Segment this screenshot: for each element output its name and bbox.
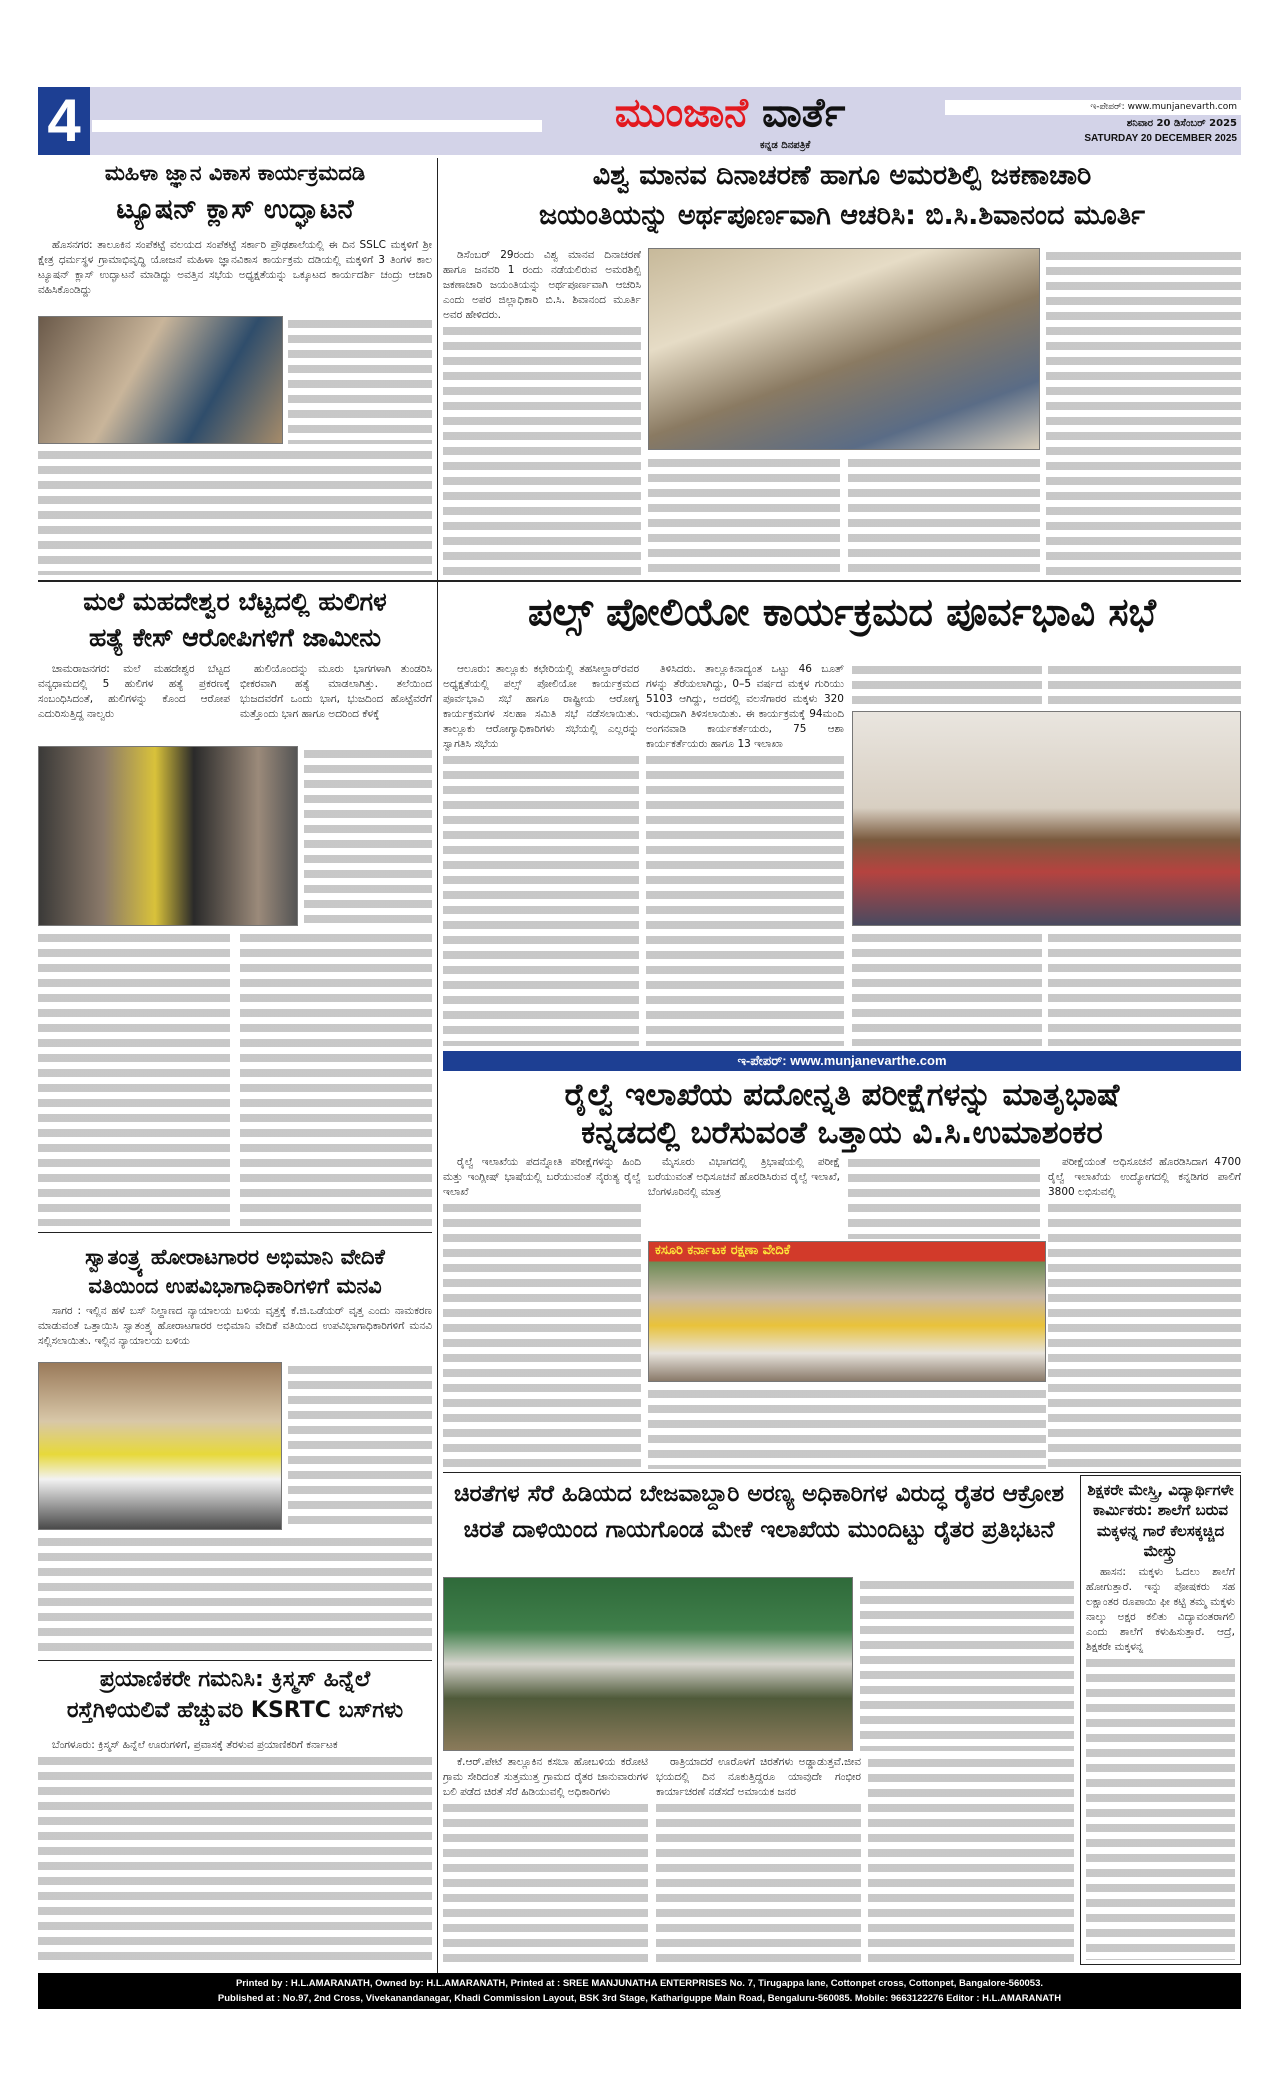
leopard-col3: [868, 1755, 1074, 1964]
section-divider-2: [443, 1472, 1241, 1473]
humanrights-col3: [848, 455, 1040, 575]
date-kannada: ಶನಿವಾರ 20 ಡಿಸೆಂಬರ್ 2025: [1126, 118, 1237, 129]
tigers-col2-top: [240, 662, 432, 742]
humanrights-col4: [1046, 248, 1241, 576]
meeting-photo: [648, 248, 1040, 450]
column-divider: [437, 158, 438, 1973]
masthead-stripe: [92, 120, 542, 132]
freedom-headline-1: ಸ್ವಾತಂತ್ರ್ಯ ಹೋರಾಟಗಾರರ ಅಭಿಮಾನಿ ವೇದಿಕೆ: [85, 1245, 385, 1269]
railway-headline-2: ಕನ್ನಡದಲ್ಲಿ ಬರೆಸುವಂತೆ ಒತ್ತಾಯ ವಿ.ಸಿ.ಉಮಾಶಂಕರ: [581, 1115, 1103, 1151]
logo-part1: ಮುಂಜಾನೆ: [614, 90, 749, 136]
tuition-body: [38, 238, 432, 314]
tigers-col2-text: ಹುಲಿಯೊಂದನ್ನು ಮೂರು ಭಾಗಗಳಾಗಿ ತುಂಡರಿಸಿ ಭೀಕರವಾಗಿ ಹತ್ಯೆ ಮಾಡಲಾಗಿತ್ತು. ತಲೆಯಿಂದ ಭುಜದವರೆಗೆ ಒಂದು ಭಾಗ, ಭುಜದಿಂದ ಹೊಟ್ಟೆವರೆಗೆ ಮತ್ತೊಂದು ಭಾಗ ಹಾಗೂ ಅದರಿಂದ ಕೆಳಕ್ಕೆ: [240, 663, 432, 720]
pulsepolio-headline: ಪಲ್ಸ್ ಪೋಲಿಯೋ ಕಾರ್ಯಕ್ರಮದ ಪೂರ್ವಭಾವಿ ಸಭೆ: [528, 590, 1156, 634]
tigers-col1: [38, 662, 230, 742]
humanrights-headline-1: ವಿಶ್ವ ಮಾನವ ದಿನಾಚರಣೆ ಹಾಗೂ ಅಮರಶಿಲ್ಪಿ ಜಕಣಾಚಾರಿ: [592, 160, 1092, 191]
pulsepolio-col1-text: ಆಲೂರು: ತಾಲ್ಲೂಕು ಕಛೇರಿಯಲ್ಲಿ ತಹಸೀಲ್ದಾರ್‌ರವರ ಅಧ್ಯಕ್ಷತೆಯಲ್ಲಿ ಪಲ್ಸ್ ಪೋಲಿಯೋ ಕಾರ್ಯಕ್ರಮದ ಪೂರ್ವಭಾವಿ ಸಭೆ ಹಾಗೂ ರಾಷ್ಟ್ರೀಯ ಆರೋಗ್ಯ ಕಾರ್ಯಕ್ರಮಗಳ ಸಲಹಾ ಸಮಿತಿ ಸಭೆ ನಡೆಸಲಾಯಿತು. ತಾಲ್ಲೂಕು ಆರೋಗ್ಯಾಧಿಕಾರಿಗಳು ಸಭೆಯಲ್ಲಿ ಎಲ್ಲರನ್ನು ಸ್ವಾಗತಿಸಿ ಸಭೆಯ: [443, 663, 639, 750]
tigers-col2-bottom: [240, 930, 432, 1226]
railway-col2-bottom: [648, 1386, 1046, 1469]
leopard-col1-text: ಕೆ.ಆರ್.ಪೇಟೆ ತಾಲ್ಲೂಕಿನ ಕಸಬಾ ಹೋಬಳಿಯ ಕರೋಟಿ ಗ್ರಾಮ ಸೇರಿದಂತೆ ಸುತ್ತಮುತ್ತ ಗ್ರಾಮದ ರೈತರ ಜಾನುವಾರುಗಳ ಬಲಿ ಪಡೆದ ಚಿರತೆ ಸೆರೆ ಹಿಡಿಯುವಲ್ಲಿ ಅಧಿಕಾರಿಗಳು: [443, 1756, 648, 1798]
pulsepolio-col1: [443, 662, 639, 1046]
leopard-headline-1: ಚಿರತೆಗಳ ಸೆರೆ ಹಿಡಿಯದ ಬೇಜವಾಬ್ದಾರಿ ಅರಣ್ಯ ಅಧಿಕಾರಿಗಳ ವಿರುದ್ಧ ರೈತರ ಆಕ್ರೋಶ: [454, 1481, 1064, 1507]
freedom-headline-2: ವತಿಯಿಂದ ಉಪವಿಭಾಗಾಧಿಕಾರಿಗಳಿಗೆ ಮನವಿ: [88, 1274, 382, 1298]
ksrtc-headline-1: ಪ್ರಯಾಣಿಕರೇ ಗಮನಿಸಿ: ಕ್ರಿಸ್ಮಸ್ ಹಿನ್ನೆಲೆ: [99, 1667, 371, 1692]
leopard-headline-2: ಚಿರತೆ ದಾಳಿಯಿಂದ ಗಾಯಗೊಂಡ ಮೇಕೆ ಇಲಾಖೆಯ ಮುಂದಿಟ್ಟು ರೈತರ ಪ್ರತಿಭಟನೆ: [463, 1517, 1055, 1543]
railway-photo-banner: ಕಸೂರಿ ಕರ್ನಾಟಕ ರಕ್ಷಣಾ ವೇದಿಕೆ: [655, 1243, 791, 1258]
pulsepolio-col3-bottom: [852, 930, 1042, 1046]
tuition-lead: ಹೊಸನಗರ: ತಾಲೂಕಿನ ಸಂಪೆಕಟ್ಟೆ ವಲಯದ ಸಂಪೆಕಟ್ಟೆ ಸರ್ಕಾರಿ ಪ್ರೌಢಶಾಲೆಯಲ್ಲಿ ಈ ದಿನ SSLC ಮಕ್ಕಳಿಗೆ ಶ್ರೀ ಕ್ಷೇತ್ರ ಧರ್ಮಸ್ಥಳ ಗ್ರಾಮಾಭಿವೃದ್ಧಿ ಯೋಜನೆ ಮಹಿಳಾ ಜ್ಞಾನವಿಕಾಸ ಕಾರ್ಯಕ್ರಮ ದಡಿಯಲ್ಲಿ ಮಕ್ಕಳಿಗೆ 3 ತಿಂಗಳ ಕಾಲ ಟ್ಯೂಷನ್ ಕ್ಲಾಸ್ ಉದ್ಘಾಟನೆ ಮಾಡಿದ್ದು ಅವತ್ತಿನ ಸಭೆಯ ಅಧ್ಯಕ್ಷತೆಯನ್ನು ಒಕ್ಕೂಟದ ಕಾರ್ಯದರ್ಶಿ ಚಂದ್ರು ಆಚಾರಿ ವಹಿಸಿಕೊಂಡಿದ್ದು: [38, 239, 432, 296]
pulsepolio-col3-top: [852, 662, 1042, 708]
tuition-body-cont: [38, 447, 432, 575]
tigers-lead: ಚಾಮರಾಜನಗರ: ಮಲೆ ಮಹದೇಶ್ವರ ಬೆಟ್ಟದ ವನ್ಯಧಾಮದಲ್ಲಿ 5 ಹುಲಿಗಳ ಹತ್ಯೆ ಪ್ರಕರಣಕ್ಕೆ ಸಂಬಂಧಿಸಿದಂತೆ, ಹುಲಿಗಳನ್ನು ಕೊಂದ ಆರೋಪ ಎದುರಿಸುತ್ತಿದ್ದ ನಾಲ್ವರು: [38, 663, 230, 720]
leopard-col1: [443, 1755, 648, 1964]
freedom-body-cont: [38, 1534, 432, 1656]
freedom-body-side: [288, 1362, 432, 1530]
railway-col1: [443, 1155, 641, 1469]
tuition-headline-1: ಮಹಿಳಾ ಜ್ಞಾನ ವಿಕಾಸ ಕಾರ್ಯಕ್ರಮದಡಿ: [104, 161, 366, 185]
leopard-col2: [656, 1755, 861, 1964]
railway-headline-1: ರೈಲ್ವೆ ಇಲಾಖೆಯ ಪದೋನ್ನತಿ ಪರೀಕ್ಷೆಗಳನ್ನು ಮಾತೃಭಾಷೆ: [564, 1077, 1120, 1113]
section-divider-4: [38, 1660, 432, 1661]
tigers-headline-1: ಮಲೆ ಮಹದೇಶ್ವರ ಬೆಟ್ಟದಲ್ಲಿ ಹುಲಿಗಳ: [83, 587, 387, 616]
tigers-col2-mid: [304, 746, 432, 926]
railway-col1-text: ರೈಲ್ವೆ ಇಲಾಖೆಯ ಪದನ್ನೋತಿ ಪರೀಕ್ಷೆಗಳನ್ನು ಹಿಂದಿ ಮತ್ತು ಇಂಗ್ಲೀಷ್ ಭಾಷೆಯಲ್ಲಿ ಬರೆಯುವಂತೆ ನೈರುತ್ಯ ರೈಲ್ವೆ ಇಲಾಖೆ: [443, 1156, 641, 1198]
freedom-lead: ಸಾಗರ : ಇಲ್ಲಿನ ಹಳೆ ಬಸ್ ನಿಲ್ದಾಣದ ನ್ಯಾಯಾಲಯ ಬಳಿಯ ವೃತ್ತಕ್ಕೆ ಕೆ.ಜಿ.ಒಡೆಯರ್ ವೃತ್ತ ಎಂದು ನಾಮಕರಣ ಮಾಡುವಂತೆ ಒತ್ತಾಯಿಸಿ ಸ್ವಾತಂತ್ರ್ಯ ಹೋರಾಟಗಾರರ ಅಭಿಮಾನಿ ವೇದಿಕೆ ವತಿಯಿಂದ ಉಪವಿಭಾಗಾಧಿಕಾರಿಗಳಿಗೆ ಮನವಿ ಸಲ್ಲಿಸಲಾಯಿತು. ಇಲ್ಲಿನ ನ್ಯಾಯಾಲಯ ಬಳಿಯ: [38, 1305, 432, 1347]
memorandum-photo: [38, 1362, 282, 1530]
tuition-body-side: [288, 316, 432, 444]
pulsepolio-col4-top: [1048, 662, 1241, 708]
newspaper-logo: [560, 88, 900, 138]
pulsepolio-col2: [646, 662, 844, 1046]
railway-col2-text: ಮೈಸೂರು ವಿಭಾಗದಲ್ಲಿ ತ್ರಿಭಾಷೆಯಲ್ಲಿ ಪರೀಕ್ಷೆ ಬರೆಯುವಂತೆ ಅಧಿಸೂಚನೆ ಹೊರಡಿಸಿರುವ ರೈಲ್ವೆ ಇಲಾಖೆ, ಬೆಂಗಳೂರಿನಲ್ಲಿ ಮಾತ್ರ: [648, 1156, 840, 1198]
tigers-headline-2: ಹತ್ಯೆ ಕೇಸ್ ಆರೋಪಿಗಳಿಗೆ ಜಾಮೀನು: [88, 623, 382, 652]
humanrights-col2: [648, 455, 840, 575]
epaper-url[interactable]: ಇ-ಪೇಪರ್: www.munjanevarth.com: [945, 100, 1241, 115]
school-headline: ಶಿಕ್ಷಕರೇ ಮೇಸ್ತ್ರಿ, ವಿದ್ಯಾರ್ಥಿಗಳೇ ಕಾರ್ಮಿಕರು: ಶಾಲೆಗೆ ಬರುವ ಮಕ್ಕಳನ್ನ ಗಾರೆ ಕೆಲಸಕ್ಕಚ್ಚಿದ ಮೇಸ್ತ್ರು: [1087, 1481, 1234, 1560]
railway-col3-top: [848, 1155, 1040, 1239]
school-body: [1086, 1565, 1235, 1960]
pulsepolio-meeting-photo: [852, 711, 1241, 926]
pulsepolio-col2-text: ತಿಳಿಸಿದರು. ತಾಲ್ಲೂಕಿನಾದ್ಯಂತ ಒಟ್ಟು 46 ಬೂತ್ ಗಳನ್ನು ತೆರೆಯಲಾಗಿದ್ದು, 0–5 ವರ್ಷದ ಮಕ್ಕಳ ಗುರಿಯು 5103 ಆಗಿದ್ದು, ಅದರಲ್ಲಿ ವಲಸೆಗಾರರ ಮಕ್ಕಳು 320 ಇರುವುದಾಗಿ ತಿಳಿಸಲಾಯಿತು. ಈ ಕಾರ್ಯಕ್ರಮಕ್ಕೆ 94ಮಂದಿ ಅಂಗನವಾಡಿ ಕಾರ್ಯಕರ್ತೆಯರು, 75 ಆಶಾ ಕಾರ್ಯಕರ್ತೆಯರು ಹಾಗೂ 13 ಇಲಾಖಾ: [646, 663, 844, 750]
imprint-footer: [38, 1973, 1241, 2009]
ksrtc-lead: ಬೆಂಗಳೂರು: ಕ್ರಿಸ್ಮಸ್ ಹಿನ್ನೆಲೆ ಊರುಗಳಿಗೆ, ಪ್ರವಾಸಕ್ಕೆ ತೆರಳುವ ಪ್ರಯಾಣಿಕರಿಗೆ ಕರ್ನಾಟಕ: [52, 1739, 338, 1751]
railway-col3-text: ಪರೀಕ್ಷೆಯಂತೆ ಅಧಿಸೂಚನೆ ಹೊರಡಿಸಿದಾಗ 4700 ರೈಲ್ವೆ ಇಲಾಖೆಯ ಉದ್ಯೋಗದಲ್ಲಿ ಕನ್ನಡಿಗರ ಪಾಲಿಗೆ 3800 ಲಭಿಸುವಲ್ಲಿ: [1048, 1156, 1241, 1198]
railway-col2: [648, 1155, 840, 1239]
imprint-line-2: Published at : No.97, 2nd Cross, Vivekanandanagar, Khadi Commission Layout, BSK 3rd Stage, Kathariguppe Main Road, Bengaluru-560085. Mobile: 9663122276 Editor : H.L.AMARANATH: [217, 1993, 1062, 2004]
page-number: 4: [38, 87, 90, 155]
tuition-photo: [38, 316, 283, 444]
humanrights-headline-2: ಜಯಂತಿಯನ್ನು ಅರ್ಥಪೂರ್ಣವಾಗಿ ಆಚರಿಸಿ: ಬಿ.ಸಿ.ಶಿವಾನಂದ ಮೂರ್ತಿ: [538, 200, 1146, 231]
tigers-col1-bottom: [38, 930, 230, 1226]
leopard-side: [860, 1577, 1074, 1751]
ksrtc-headline-2: ರಸ್ತೆಗಿಳಿಯಲಿವೆ ಹೆಚ್ಚುವರಿ KSRTC ಬಸ್‌ಗಳು: [66, 1698, 404, 1723]
logo-tagline: ಕನ್ನಡ ದಿನಪತ್ರಿಕೆ: [760, 140, 811, 151]
freedom-body: [38, 1304, 432, 1360]
accused-photo: [38, 746, 298, 926]
section-divider: [38, 580, 1241, 582]
school-lead: ಹಾಸನ: ಮಕ್ಕಳು ಓದಲು ಶಾಲೆಗೆ ಹೋಗುತ್ತಾರೆ. ಇನ್ನು ಪೋಷಕರು ಸಹ ಲಕ್ಷಾಂತರ ರೂಪಾಯಿ ಫೀ ಕಟ್ಟಿ ತಮ್ಮ ಮಕ್ಕಳು ನಾಲ್ಕು ಅಕ್ಷರ ಕಲಿತು ವಿದ್ಯಾವಂತರಾಗಲಿ ಎಂದು ಶಾಲೆಗೆ ಕಳುಹಿಸುತ್ತಾರೆ. ಆದ್ರೆ, ಶಿಕ್ಷಕರೇ ಮಕ್ಕಳನ್ನ: [1086, 1566, 1235, 1653]
tuition-headline-2: ಟ್ಯೂಷನ್ ಕ್ಲಾಸ್ ಉದ್ಘಾಟನೆ: [116, 194, 354, 225]
railway-col4: [1048, 1155, 1241, 1469]
logo-part2: ವಾರ್ತೆ: [761, 90, 846, 136]
pulsepolio-col4-bottom: [1048, 930, 1241, 1046]
school-article-box: [1080, 1475, 1241, 1965]
epaper-banner[interactable]: ಇ-ಪೇಪರ್: www.munjanevarthe.com: [443, 1051, 1241, 1071]
railway-photo: [648, 1241, 1046, 1382]
date-english: SATURDAY 20 DECEMBER 2025: [1084, 133, 1237, 144]
leopard-col2-text: ರಾತ್ರಿಯಾದರೆ ಊರೊಳಗೆ ಚಿರತೆಗಳು ಅಡ್ಡಾಡುತ್ತವೆ.ಜೀವ ಭಯದಲ್ಲಿ ದಿನ ನೂಕುತ್ತಿದ್ದರೂ ಯಾವುದೇ ಗಂಭೀರ ಕಾರ್ಯಾಚರಣೆ ನಡೆಸದೆ ಅಮಾಯಕ ಜನರ: [656, 1756, 861, 1798]
protest-photo: [443, 1577, 853, 1751]
ksrtc-body: [38, 1738, 432, 1964]
humanrights-col1: [443, 248, 641, 576]
section-divider-3: [38, 1232, 432, 1233]
humanrights-lead: ಡಿಸೆಂಬರ್ 29ರಂದು ವಿಶ್ವ ಮಾನವ ದಿನಾಚರಣೆ ಹಾಗೂ ಜನವರಿ 1 ರಂದು ನಡೆಯಲಿರುವ ಅಮರಶಿಲ್ಪಿ ಜಕಣಾಚಾರಿ ಜಯಂತಿಯನ್ನು ಅರ್ಥಪೂರ್ಣವಾಗಿ ಆಚರಿಸಿ ಎಂದು ಅಪರ ಜಿಲ್ಲಾಧಿಕಾರಿ ಬಿ.ಸಿ. ಶಿವಾನಂದ ಮೂರ್ತಿ ಅವರ ಹೇಳಿದರು.: [443, 249, 641, 321]
imprint-line-1: Printed by : H.L.AMARANATH, Owned by: H.L.AMARANATH, Printed at : SREE MANJUNATHA ENTERPRISES No. 7, Tirugappa lane, Cottonpet cross, Cottonpet, Bangalore-560053.: [235, 1978, 1044, 1989]
